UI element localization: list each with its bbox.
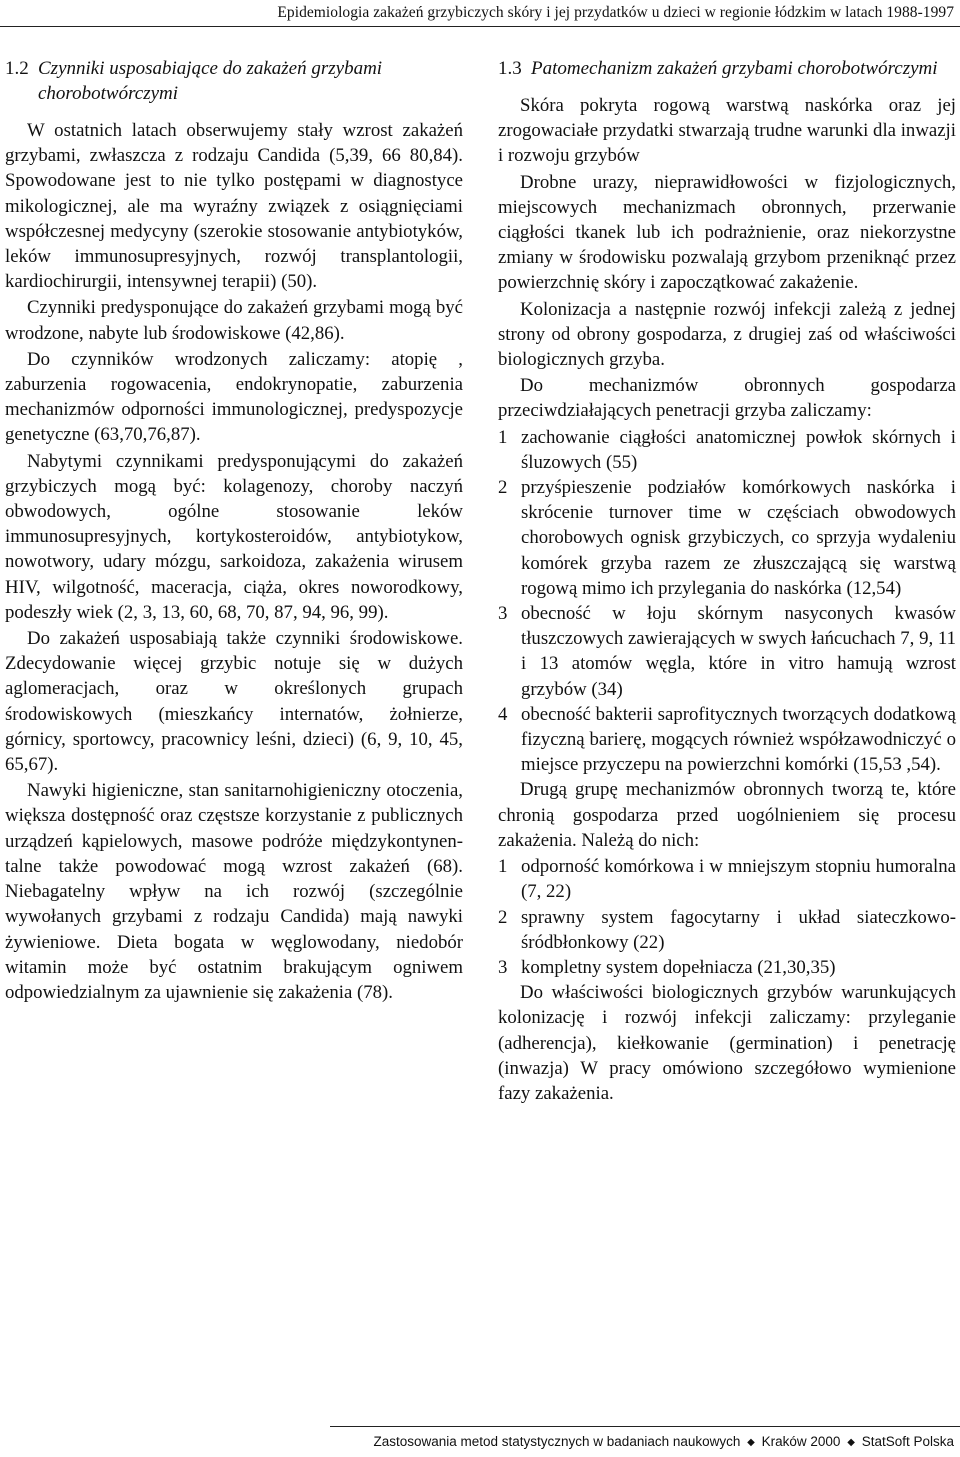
list-number: 4 <box>498 703 508 725</box>
footer-publisher: StatSoft Polska <box>861 1434 954 1449</box>
paragraph: Do zakażeń usposabiają także czynniki środowiskowe. Zdecydowanie więcej grzybic notuje się w dużych aglomeracjach, oraz w określonych grupach środowiskowych (mieszkańcy internatów, żołnierze, górnicy, sportowcy, pracownicy leśni, dzieci) (6, 9, 10, 45, 65,67). <box>5 628 463 776</box>
paragraph: Nawyki higieniczne, stan sanitarnohigieniczny otoczenia, większa dostępność oraz częstsze korzystanie z publicznych urządzeń kąpielowych, masowe podróże międzykontynentalne także powodować mogą wzrost zakażeń (68). Niebagatelny wpływ na ich rozwój (szczególnie wywołanych grzybami z rodzaju Candida) mają nawyki żywieniowe. Dieta bogata w węglowodany, niedobór witamin może być ostatnim brakującym ogniwem odpowiedzialnym za ujawnienie się zakażenia (78). <box>5 780 463 1003</box>
list-item <box>498 854 956 904</box>
bullet-icon: ◆ <box>747 1437 755 1448</box>
paragraph: W ostatnich latach obserwujemy stały wzrost zakażeń grzybami, zwłaszcza z rodzaju Candida (5,39, 66 80,84). Spowodowane jest to nie tylko postępami w diagnostyce mikologicznej, ale ma wyraźny związek z osiągnięciami współczesnej medycyny (szerokie stosowanie antybiotyków, leków immunosupresyjnych, rozwój transplantologii, kardiochirurgii, intensywnej terapii) (50). <box>5 120 463 293</box>
footer-place-year: Kraków 2000 <box>761 1434 841 1449</box>
list-text: zachowanie ciągłości anatomicznej powłok skórnych i śluzowych (55) <box>521 426 956 473</box>
header-rule <box>0 26 960 27</box>
list-number: 2 <box>498 906 508 928</box>
bullet-icon: ◆ <box>847 1437 855 1448</box>
right-column <box>498 56 956 1107</box>
list-number: 1 <box>498 426 508 448</box>
running-header: Epidemiologia zakażeń grzybiczych skóry i jej przydatków u dzieci w regionie łódzkim w latach 1988-1997 <box>277 4 954 21</box>
section-number: 1.2 <box>5 58 29 79</box>
section-heading-1-2 <box>5 56 463 106</box>
list-text: sprawny system fagocytarny i układ siateczkowo-śródbłonkowy (22) <box>521 906 956 953</box>
list-item <box>498 601 956 702</box>
left-column <box>5 56 463 1006</box>
footer-publication: Zastosowania metod statystycznych w badaniach naukowych <box>373 1434 741 1449</box>
systemic-defense-list <box>498 854 956 980</box>
list-item <box>498 425 956 475</box>
list-text: obecność bakterii saprofitycznych tworzących dodatkową fizyczną barierę, mogących również współzawodniczyć o miejsce przyczepu na powierzchni komórki (15,53 ,54). <box>521 703 956 776</box>
paragraph: Drugą grupę mechanizmów obronnych tworzą te, które chronią gospodarza przed uogólnieniem się procesu zakażenia. Należą do nich: <box>498 779 956 851</box>
list-item <box>498 955 956 980</box>
paragraph: Kolonizacja a następnie rozwój infekcji zależą z jednej strony od obrony gospodarza, z drugiej zaś od właściwości biologicznych grzyba. <box>498 298 956 371</box>
defense-mechanisms-list <box>498 425 956 778</box>
list-text: kompletny system dopełniacza (21,30,35) <box>521 956 836 978</box>
list-item <box>498 475 956 601</box>
list-item <box>498 702 956 778</box>
paragraph: Nabytymi czynnikami predysponującymi do zakażeń grzybiczych mogą być: kolagenozy, choroby naczyń obwodowych, ogólne stosowanie leków immunosupresyjnych, kortykosteroidów, antybiotykow, nowotwory, udary mózgu, sarkoidoza, zakażenia wirusem HIV, wilgotność, maceracja, ciąża, okres noworodkowy, podeszły wiek (2, 3, 13, 60, 68, 70, 87, 94, 96, 99). <box>5 450 463 623</box>
list-number: 2 <box>498 477 508 499</box>
list-text: odporność komórkowa i w mniejszym stopniu humoralna (7, 22) <box>521 856 956 903</box>
paragraph: Do właściwości biologicznych grzybów warunkujących kolonizację i rozwój infekcji zaliczamy: przyleganie (adherencja), kiełkowanie (germination) i penetrację (inwazja) W pracy omówiono szczegółowo wymienione fazy zakażenia. <box>498 982 956 1104</box>
list-number: 3 <box>498 603 508 625</box>
footer-rule <box>330 1426 960 1427</box>
list-number: 3 <box>498 956 508 978</box>
list-text: przyśpieszenie podziałów komórkowych naskórka i skrócenie turnover time w częściach obwodowych chorobowych ognisk grzybiczych, co sprzyja wydaleniu komórek grzyba razem ze złuszczającą się warstwą rogową mimo ich przylegania do naskórka (12,54) <box>521 477 956 599</box>
paragraph: Skóra pokryta rogową warstwą naskórka oraz jej zrogowaciałe przydatki stwarzają trudne warunki dla inwazji i rozwoju grzybów <box>498 95 956 167</box>
section-title: Patomechanizm zakażeń grzybami chorobotwórczymi <box>531 58 938 79</box>
paragraph: Czynniki predysponujące do zakażeń grzybami mogą być wrodzone, nabyte lub środowiskowe (42,86). <box>5 297 463 344</box>
section-heading-1-3 <box>498 56 956 81</box>
page-footer <box>373 1434 954 1449</box>
list-text: obecność w łoju skórnym nasyconych kwasów tłuszczowych zawierających w swych łańcuchach 7, 9, 11 i 13 atomów węgla, które in vitro hamują wzrost grzybów (34) <box>521 603 956 700</box>
paragraph: Drobne urazy, nieprawidłowości w fizjologicznych, miejscowych mechanizmach obronnych, przerwanie ciągłości tkanek lub ich podrażnienie, oraz niekorzystne zmiany w środowisku pozwalają grzybom przeniknąć przez powierzchnię skóry i zapoczątkować zakażenie. <box>498 171 956 294</box>
list-item <box>498 905 956 955</box>
paragraph: Do mechanizmów obronnych gospodarza przeciwdziałających penetracji grzyba zaliczamy: <box>498 375 956 422</box>
paragraph: Do czynników wrodzonych zaliczamy: atopię , zaburzenia rogowacenia, endokrynopatie, zaburzenia mechanizmów odporności immunologicznej, predyspozycje genetyczne (63,70,76,87). <box>5 348 463 446</box>
list-number: 1 <box>498 856 508 878</box>
section-title: Czynniki usposabiające do zakażeń grzybami chorobotwórczymi <box>38 58 383 104</box>
section-number: 1.3 <box>498 58 522 79</box>
